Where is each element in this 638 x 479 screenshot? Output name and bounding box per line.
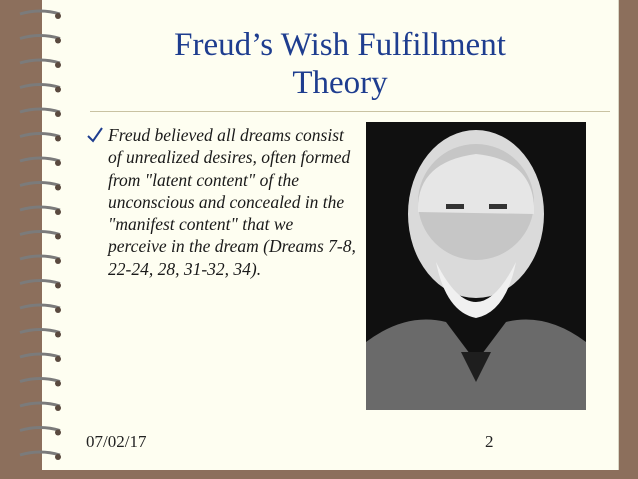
spiral-ring <box>20 232 60 235</box>
binding-hole <box>55 332 61 338</box>
spiral-ring <box>20 330 60 333</box>
bullet-item <box>86 124 356 280</box>
bullet-text: Freud believed all dreams consist of unrealized desires, often formed from "latent content" of the unconscious and concealed in the "manifest content" that we perceive in the dream (Dreams 7-8, 22-24, 28, 31-32, 34). <box>108 125 356 279</box>
binding-hole <box>55 185 61 191</box>
binding-hole <box>55 258 61 264</box>
binding-hole <box>55 209 61 215</box>
footer-date: 07/02/17 <box>86 432 147 451</box>
binding-hole <box>55 160 61 166</box>
spiral-ring <box>20 281 60 284</box>
binding-hole <box>55 405 61 411</box>
title-line-1: Freud’s Wish Fulfillment <box>174 27 506 63</box>
binding-hole <box>55 13 61 19</box>
spiral-ring <box>20 134 60 137</box>
spiral-ring <box>20 109 60 112</box>
spiral-ring <box>20 60 60 63</box>
binding-hole <box>55 454 61 460</box>
binding-hole <box>55 111 61 117</box>
portrait-photo <box>366 122 586 410</box>
spiral-ring <box>20 11 60 14</box>
spiral-ring <box>20 183 60 186</box>
spiral-ring <box>20 403 60 406</box>
binding-hole <box>55 283 61 289</box>
title-divider <box>90 111 610 112</box>
spiral-ring <box>20 428 60 431</box>
spiral-ring <box>20 379 60 382</box>
spiral-binding-icon <box>0 0 64 479</box>
spiral-ring <box>20 158 60 161</box>
title-line-2: Theory <box>292 65 388 101</box>
binding-hole <box>55 307 61 313</box>
spiral-ring <box>20 305 60 308</box>
spiral-ring <box>20 354 60 357</box>
binding-hole <box>55 234 61 240</box>
slide-title <box>60 26 620 102</box>
spiral-ring <box>20 85 60 88</box>
binding-hole <box>55 356 61 362</box>
spiral-ring <box>20 256 60 259</box>
binding-hole <box>55 381 61 387</box>
page-number: 2 <box>485 432 494 451</box>
spiral-ring <box>20 452 60 455</box>
binding-hole <box>55 136 61 142</box>
checkmark-icon <box>86 126 104 144</box>
spiral-ring <box>20 36 60 39</box>
binding-hole <box>55 430 61 436</box>
spiral-ring <box>20 207 60 210</box>
